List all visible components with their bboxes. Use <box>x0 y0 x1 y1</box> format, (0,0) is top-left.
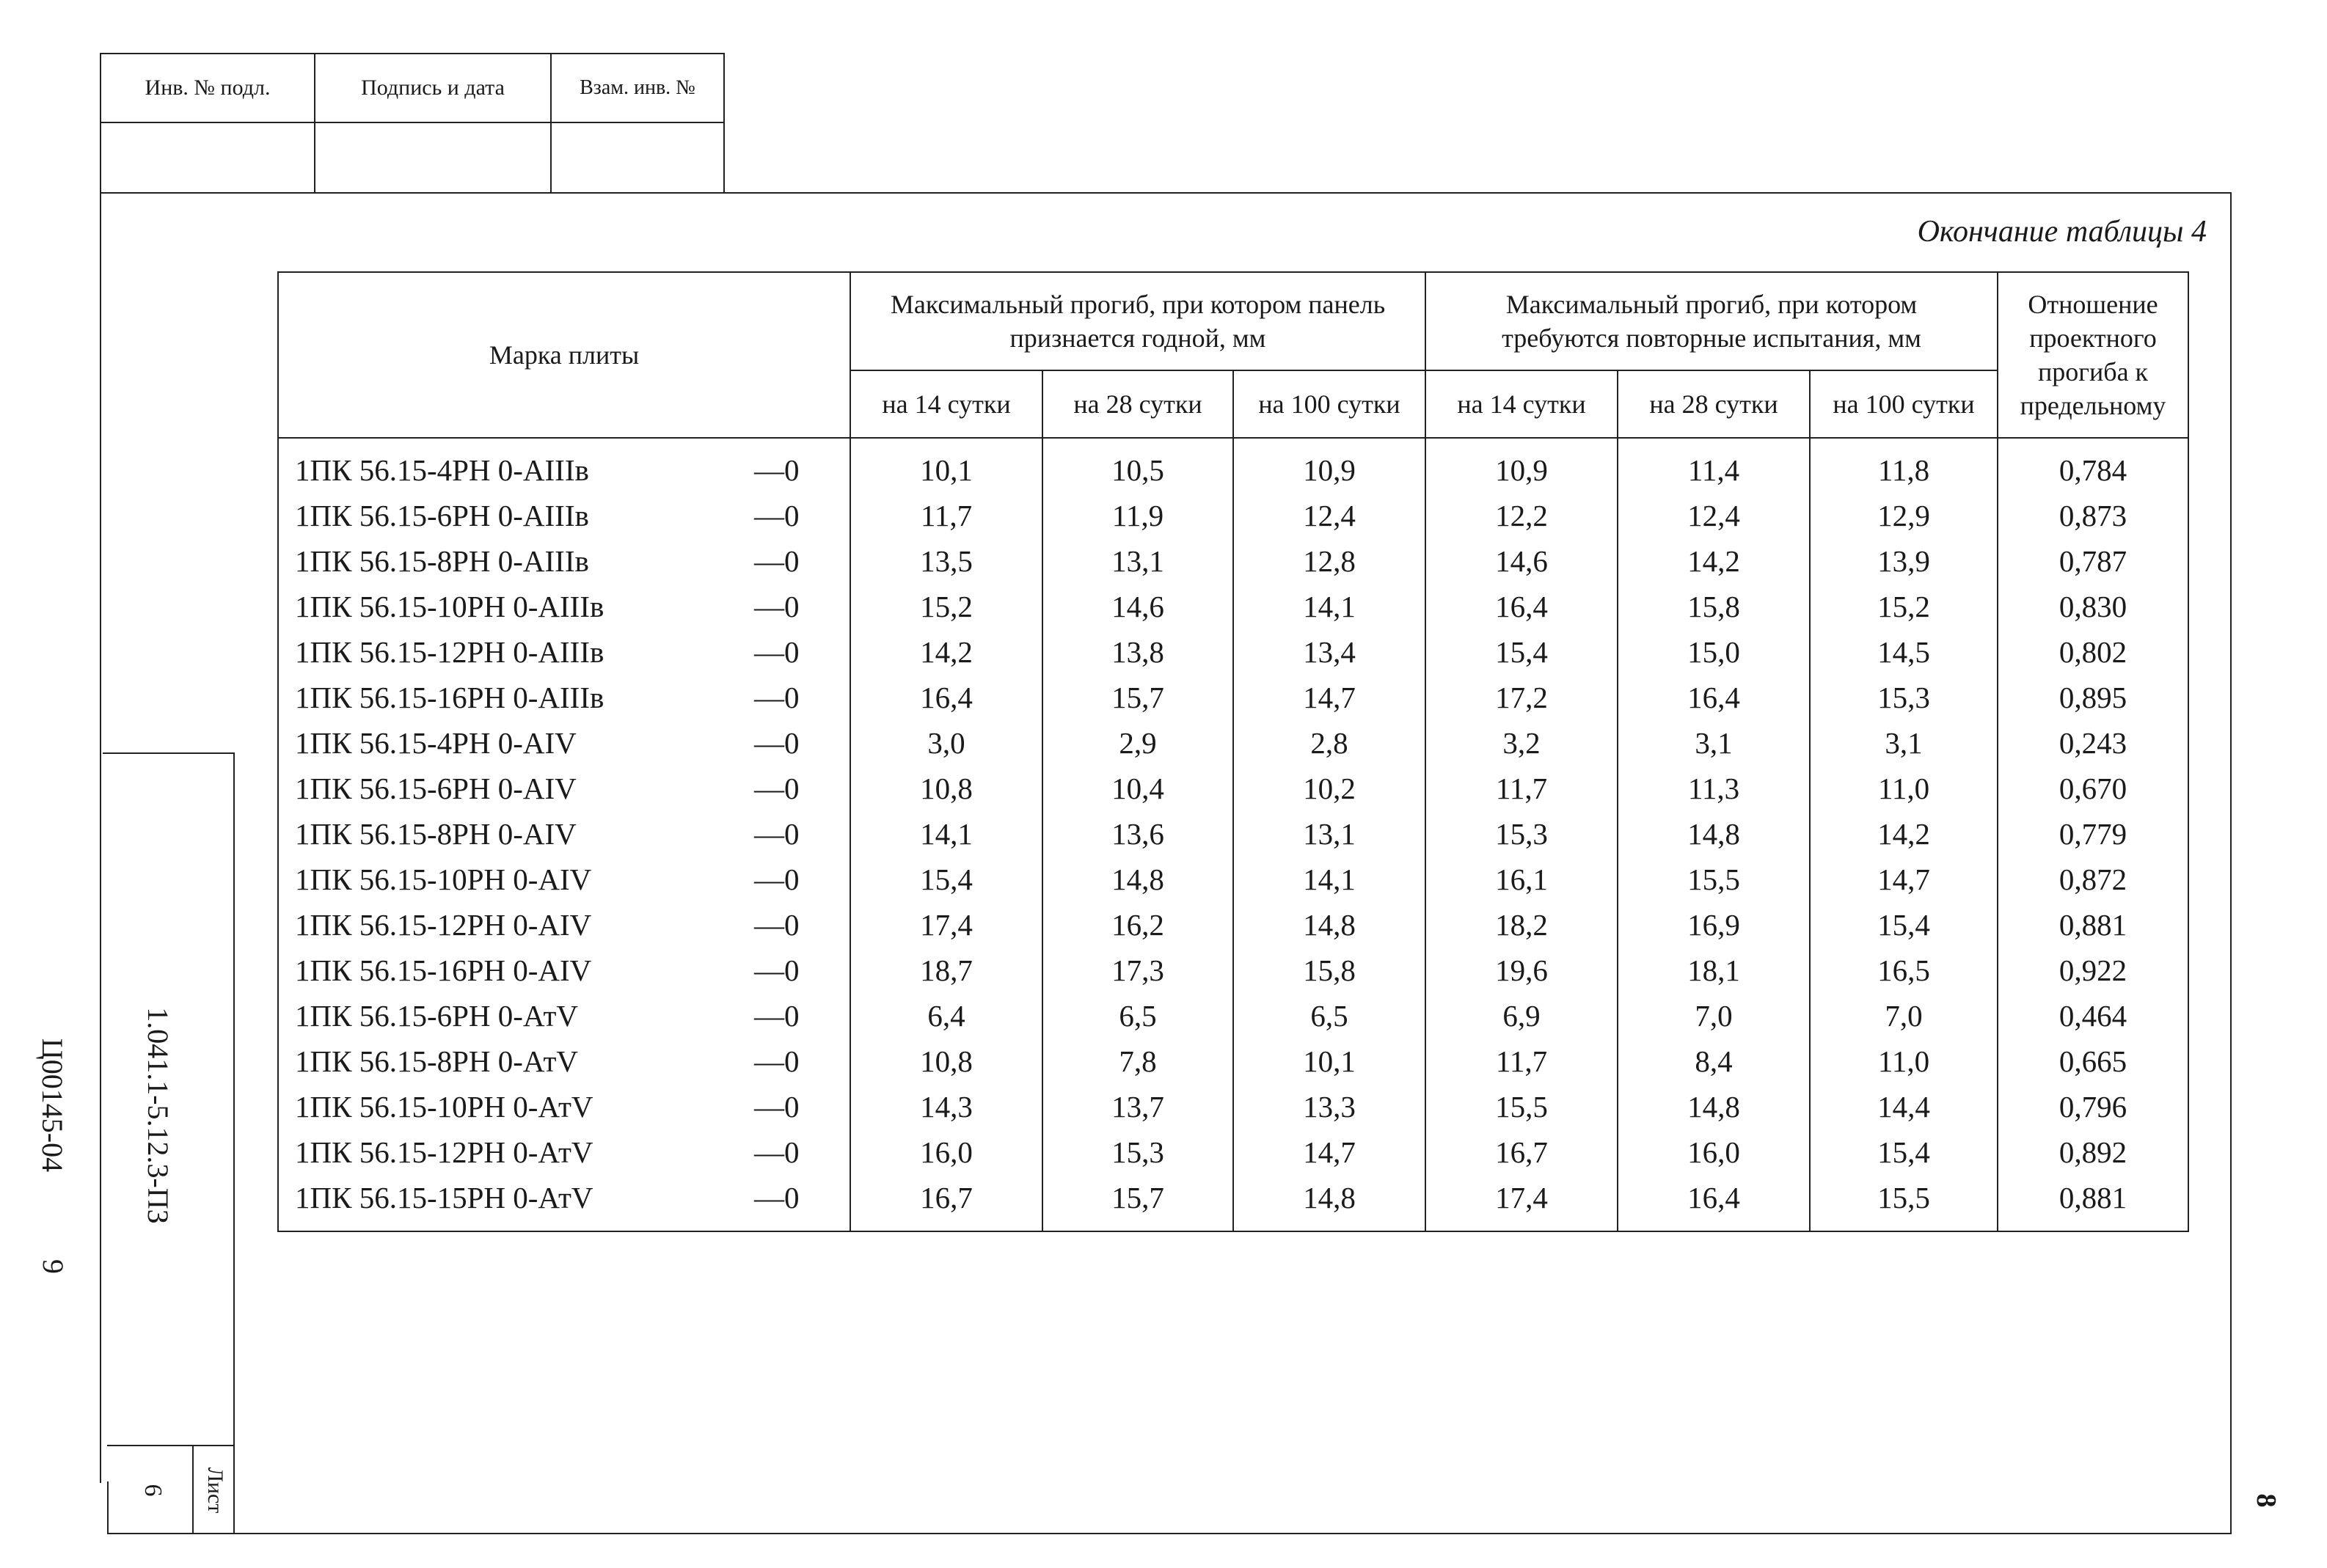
cell-ratio: 0,881 <box>1998 1175 2188 1231</box>
cell-deflection: 11,9 <box>1042 493 1233 538</box>
cell-deflection: 14,8 <box>1233 902 1425 948</box>
header-group-accepted: Максимальный прогиб, при котором панель признается годной, мм <box>850 272 1425 370</box>
cell-deflection: 13,9 <box>1810 538 1998 584</box>
cell-deflection: 15,2 <box>1810 584 1998 629</box>
cell-ratio: 0,892 <box>1998 1129 2188 1175</box>
stamp-value-replace <box>552 123 723 192</box>
cell-mark <box>278 629 850 675</box>
cell-deflection: 3,2 <box>1425 720 1618 766</box>
cell-deflection: 11,7 <box>850 493 1042 538</box>
cell-deflection: 15,4 <box>850 857 1042 902</box>
cell-deflection: 15,5 <box>1618 857 1810 902</box>
cell-deflection: 14,8 <box>1042 857 1233 902</box>
cell-deflection: 13,5 <box>850 538 1042 584</box>
slab-suffix: —0 <box>754 590 800 623</box>
outer-code: Ц00145-04 <box>36 1038 69 1173</box>
cell-deflection: 11,0 <box>1810 1038 1998 1084</box>
stamp-value-inv <box>101 123 314 192</box>
cell-deflection: 2,8 <box>1233 720 1425 766</box>
cell-deflection: 14,6 <box>1425 538 1618 584</box>
cell-mark <box>278 720 850 766</box>
stamp-header-signature: Подпись и дата <box>361 76 505 100</box>
cell-deflection: 13,7 <box>1042 1084 1233 1129</box>
cell-mark <box>278 584 850 629</box>
cell-mark <box>278 675 850 720</box>
stamp-value-signature <box>315 123 550 192</box>
cell-ratio: 0,881 <box>1998 902 2188 948</box>
cell-deflection: 13,3 <box>1233 1084 1425 1129</box>
subheader-100-retest: на 100 сутки <box>1810 370 1998 438</box>
cell-deflection: 10,8 <box>850 766 1042 811</box>
cell-deflection: 11,0 <box>1810 766 1998 811</box>
cell-mark <box>278 1038 850 1084</box>
header-group-retest: Максимальный прогиб, при котором требуются повторные испытания, мм <box>1425 272 1998 370</box>
cell-mark <box>278 538 850 584</box>
slab-mark: 1ПК 56.15-10РН 0-АIV <box>295 862 592 896</box>
cell-deflection: 17,3 <box>1042 948 1233 993</box>
cell-deflection: 14,7 <box>1233 1129 1425 1175</box>
cell-deflection: 16,0 <box>1618 1129 1810 1175</box>
cell-deflection: 17,4 <box>850 902 1042 948</box>
cell-deflection: 14,2 <box>1810 811 1998 857</box>
cell-deflection: 6,5 <box>1233 993 1425 1038</box>
cell-mark <box>278 493 850 538</box>
side-sheet-number: 6 <box>139 1484 167 1497</box>
table-caption: Окончание таблицы 4 <box>1917 215 2207 249</box>
cell-deflection: 16,9 <box>1618 902 1810 948</box>
cell-deflection: 15,5 <box>1425 1084 1618 1129</box>
slab-suffix: —0 <box>754 862 800 896</box>
cell-deflection: 10,8 <box>850 1038 1042 1084</box>
slab-suffix: —0 <box>754 1135 800 1169</box>
cell-deflection: 15,8 <box>1618 584 1810 629</box>
cell-deflection: 12,4 <box>1233 493 1425 538</box>
slab-suffix: —0 <box>754 726 800 760</box>
cell-deflection: 10,9 <box>1233 438 1425 493</box>
cell-deflection: 6,5 <box>1042 993 1233 1038</box>
side-sheet-label: Лист <box>203 1467 227 1514</box>
slab-mark: 1ПК 56.15-6РН 0-АтV <box>295 999 579 1033</box>
slab-suffix: —0 <box>754 499 800 532</box>
table-row <box>278 584 2188 629</box>
slab-suffix: —0 <box>754 1090 800 1124</box>
outer-number: 9 <box>37 1259 70 1274</box>
page-number: 8 <box>2251 1493 2282 1508</box>
cell-deflection: 7,0 <box>1618 993 1810 1038</box>
cell-deflection: 14,8 <box>1233 1175 1425 1231</box>
side-doc-code: 1.041.1-5.12.3-ПЗ <box>142 1007 175 1224</box>
cell-deflection: 13,1 <box>1233 811 1425 857</box>
cell-deflection: 8,4 <box>1618 1038 1810 1084</box>
cell-mark <box>278 993 850 1038</box>
cell-deflection: 10,1 <box>850 438 1042 493</box>
cell-ratio: 0,670 <box>1998 766 2188 811</box>
stamp-header-replace: Взам. инв. № <box>580 76 695 99</box>
table-row <box>278 493 2188 538</box>
slab-mark: 1ПК 56.15-8РН 0-АIIIв <box>295 544 589 578</box>
table-row <box>278 1175 2188 1231</box>
cell-deflection: 17,4 <box>1425 1175 1618 1231</box>
cell-deflection: 15,8 <box>1233 948 1425 993</box>
cell-mark <box>278 1175 850 1231</box>
table-row <box>278 1084 2188 1129</box>
cell-deflection: 10,2 <box>1233 766 1425 811</box>
subheader-14-retest: на 14 сутки <box>1425 370 1618 438</box>
cell-deflection: 16,1 <box>1425 857 1618 902</box>
cell-ratio: 0,802 <box>1998 629 2188 675</box>
cell-deflection: 15,2 <box>850 584 1042 629</box>
table-row <box>278 993 2188 1038</box>
header-ratio: Отношение проектного прогиба к предельному <box>1998 272 2188 438</box>
table-row <box>278 675 2188 720</box>
table-row <box>278 438 2188 493</box>
cell-deflection: 14,1 <box>1233 857 1425 902</box>
cell-deflection: 11,8 <box>1810 438 1998 493</box>
cell-deflection: 12,9 <box>1810 493 1998 538</box>
header-mark: Марка плиты <box>278 272 850 438</box>
table-row <box>278 1129 2188 1175</box>
cell-deflection: 14,8 <box>1618 1084 1810 1129</box>
cell-mark <box>278 766 850 811</box>
cell-deflection: 11,7 <box>1425 766 1618 811</box>
slab-mark: 1ПК 56.15-6РН 0-АIV <box>295 772 577 805</box>
slab-mark: 1ПК 56.15-8РН 0-АтV <box>295 1044 579 1078</box>
cell-ratio: 0,830 <box>1998 584 2188 629</box>
cell-deflection: 13,6 <box>1042 811 1233 857</box>
cell-deflection: 14,1 <box>850 811 1042 857</box>
slab-mark: 1ПК 56.15-6РН 0-АIIIв <box>295 499 589 532</box>
cell-deflection: 13,1 <box>1042 538 1233 584</box>
slab-suffix: —0 <box>754 953 800 987</box>
cell-deflection: 16,5 <box>1810 948 1998 993</box>
slab-mark: 1ПК 56.15-12РН 0-АIV <box>295 908 592 942</box>
cell-deflection: 10,9 <box>1425 438 1618 493</box>
slab-mark: 1ПК 56.15-16РН 0-АIIIв <box>295 681 604 714</box>
cell-deflection: 6,9 <box>1425 993 1618 1038</box>
cell-deflection: 6,4 <box>850 993 1042 1038</box>
subheader-100-accepted: на 100 сутки <box>1233 370 1425 438</box>
cell-deflection: 7,8 <box>1042 1038 1233 1084</box>
cell-mark <box>278 1129 850 1175</box>
cell-deflection: 7,0 <box>1810 993 1998 1038</box>
cell-ratio: 0,895 <box>1998 675 2188 720</box>
cell-deflection: 10,5 <box>1042 438 1233 493</box>
cell-deflection: 14,2 <box>1618 538 1810 584</box>
cell-deflection: 16,4 <box>850 675 1042 720</box>
cell-deflection: 16,7 <box>1425 1129 1618 1175</box>
cell-deflection: 19,6 <box>1425 948 1618 993</box>
slab-suffix: —0 <box>754 635 800 669</box>
cell-deflection: 10,1 <box>1233 1038 1425 1084</box>
cell-deflection: 14,6 <box>1042 584 1233 629</box>
cell-ratio: 0,873 <box>1998 493 2188 538</box>
cell-deflection: 14,5 <box>1810 629 1998 675</box>
subheader-14-accepted: на 14 сутки <box>850 370 1042 438</box>
cell-deflection: 15,3 <box>1425 811 1618 857</box>
cell-deflection: 14,2 <box>850 629 1042 675</box>
cell-deflection: 18,2 <box>1425 902 1618 948</box>
slab-suffix: —0 <box>754 681 800 714</box>
cell-deflection: 15,5 <box>1810 1175 1998 1231</box>
cell-deflection: 14,3 <box>850 1084 1042 1129</box>
slab-suffix: —0 <box>754 544 800 578</box>
cell-deflection: 11,7 <box>1425 1038 1618 1084</box>
cell-ratio: 0,796 <box>1998 1084 2188 1129</box>
cell-deflection: 18,7 <box>850 948 1042 993</box>
cell-deflection: 15,3 <box>1042 1129 1233 1175</box>
cell-deflection: 16,2 <box>1042 902 1233 948</box>
cell-deflection: 15,4 <box>1810 1129 1998 1175</box>
cell-ratio: 0,787 <box>1998 538 2188 584</box>
cell-mark <box>278 948 850 993</box>
cell-ratio: 0,779 <box>1998 811 2188 857</box>
cell-deflection: 14,4 <box>1810 1084 1998 1129</box>
cell-mark <box>278 857 850 902</box>
cell-mark <box>278 438 850 493</box>
cell-deflection: 18,1 <box>1618 948 1810 993</box>
slab-mark: 1ПК 56.15-8РН 0-АIV <box>295 817 577 851</box>
slab-suffix: —0 <box>754 772 800 805</box>
cell-ratio: 0,243 <box>1998 720 2188 766</box>
cell-ratio: 0,872 <box>1998 857 2188 902</box>
stamp-header-inv: Инв. № подл. <box>145 76 271 100</box>
slab-mark: 1ПК 56.15-10РН 0-АIIIв <box>295 590 604 623</box>
cell-deflection: 16,4 <box>1618 1175 1810 1231</box>
cell-mark <box>278 902 850 948</box>
cell-deflection: 10,4 <box>1042 766 1233 811</box>
slab-mark: 1ПК 56.15-12РН 0-АтV <box>295 1135 593 1169</box>
table-row <box>278 1038 2188 1084</box>
cell-mark <box>278 1084 850 1129</box>
cell-deflection: 12,4 <box>1618 493 1810 538</box>
subheader-28-accepted: на 28 сутки <box>1042 370 1233 438</box>
slab-mark: 1ПК 56.15-10РН 0-АтV <box>295 1090 593 1124</box>
slab-mark: 1ПК 56.15-15РН 0-АтV <box>295 1181 593 1215</box>
cell-ratio: 0,665 <box>1998 1038 2188 1084</box>
slab-suffix: —0 <box>754 453 800 487</box>
cell-deflection: 14,8 <box>1618 811 1810 857</box>
cell-deflection: 16,4 <box>1618 675 1810 720</box>
cell-ratio: 0,784 <box>1998 438 2188 493</box>
slab-suffix: —0 <box>754 1044 800 1078</box>
table-row <box>278 857 2188 902</box>
cell-deflection: 15,0 <box>1618 629 1810 675</box>
table-row <box>278 766 2188 811</box>
cell-deflection: 13,4 <box>1233 629 1425 675</box>
slab-mark: 1ПК 56.15-4РН 0-АIV <box>295 726 577 760</box>
cell-deflection: 15,4 <box>1425 629 1618 675</box>
table-row <box>278 902 2188 948</box>
table-row <box>278 811 2188 857</box>
cell-deflection: 15,4 <box>1810 902 1998 948</box>
slab-suffix: —0 <box>754 1181 800 1215</box>
cell-ratio: 0,464 <box>1998 993 2188 1038</box>
cell-deflection: 15,7 <box>1042 1175 1233 1231</box>
slab-mark: 1ПК 56.15-12РН 0-АIIIв <box>295 635 604 669</box>
table-row <box>278 720 2188 766</box>
table-row <box>278 538 2188 584</box>
cell-deflection: 12,8 <box>1233 538 1425 584</box>
slab-suffix: —0 <box>754 908 800 942</box>
slab-suffix: —0 <box>754 817 800 851</box>
subheader-28-retest: на 28 сутки <box>1618 370 1810 438</box>
cell-ratio: 0,922 <box>1998 948 2188 993</box>
cell-deflection: 11,3 <box>1618 766 1810 811</box>
deflection-table <box>277 271 2189 1232</box>
cell-deflection: 16,7 <box>850 1175 1042 1231</box>
cell-deflection: 16,4 <box>1425 584 1618 629</box>
cell-deflection: 16,0 <box>850 1129 1042 1175</box>
slab-mark: 1ПК 56.15-4РН 0-АIIIв <box>295 453 589 487</box>
cell-deflection: 3,1 <box>1810 720 1998 766</box>
cell-deflection: 3,0 <box>850 720 1042 766</box>
cell-deflection: 15,7 <box>1042 675 1233 720</box>
cell-deflection: 12,2 <box>1425 493 1618 538</box>
cell-deflection: 15,3 <box>1810 675 1998 720</box>
cell-deflection: 17,2 <box>1425 675 1618 720</box>
table-row <box>278 948 2188 993</box>
cell-deflection: 14,7 <box>1233 675 1425 720</box>
cell-deflection: 14,1 <box>1233 584 1425 629</box>
cell-deflection: 13,8 <box>1042 629 1233 675</box>
slab-mark: 1ПК 56.15-16РН 0-АIV <box>295 953 592 987</box>
cell-deflection: 14,7 <box>1810 857 1998 902</box>
cell-deflection: 2,9 <box>1042 720 1233 766</box>
cell-deflection: 3,1 <box>1618 720 1810 766</box>
slab-suffix: —0 <box>754 999 800 1033</box>
cell-mark <box>278 811 850 857</box>
table-row <box>278 629 2188 675</box>
cell-deflection: 11,4 <box>1618 438 1810 493</box>
